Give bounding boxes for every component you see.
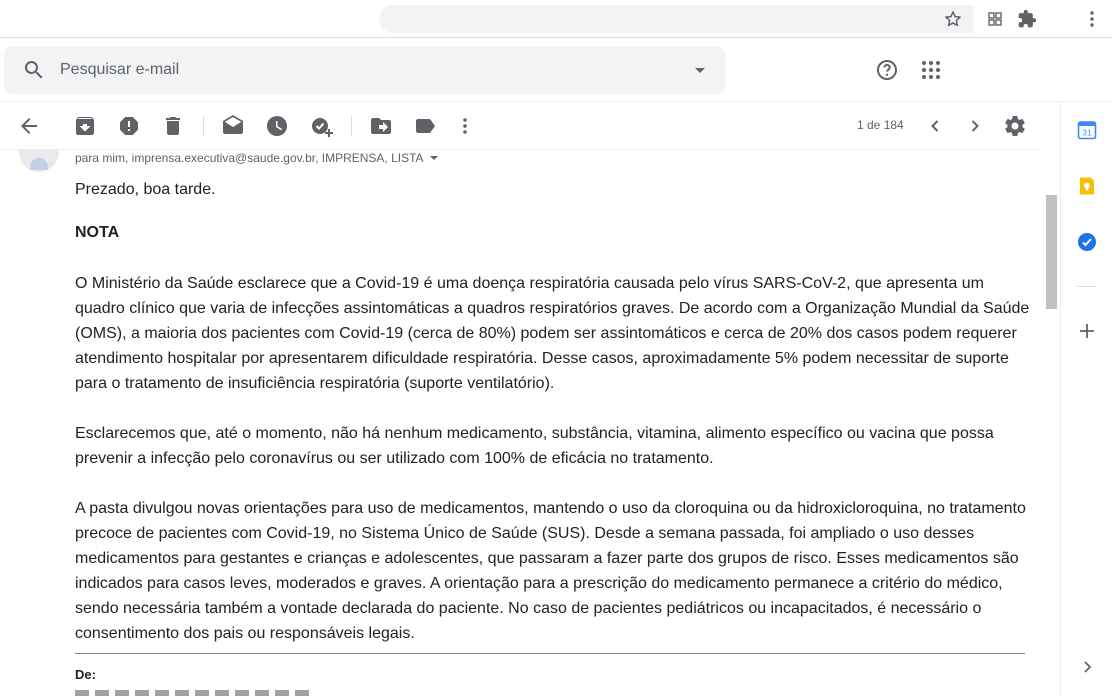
recipients-details-caret-icon[interactable]	[430, 156, 438, 160]
delete-icon[interactable]	[161, 114, 185, 138]
browser-toolbar	[0, 0, 1112, 38]
body-paragraph: O Ministério da Saúde esclarece que a Covid-19 é uma doença respiratória causada pelo vírus SARS-CoV-2, que apresenta um quadro clínico que varia de infecções assintomáticas a quadros respiratórios graves. De acordo com a Organização Mundial da Saúde (OMS), a maioria dos pacientes com Covid-19 (cerca de 80%) podem ser assintomáticos e cerca de 20% dos casos podem requerer atendimento hospitalar por apresentarem dificuldade respiratória. Desse casos, aproximadamente 5% podem necessitar de suporte para o tratamento de insuficiência respiratória (suporte ventilatório).	[75, 275, 1030, 392]
back-arrow-icon[interactable]	[17, 114, 41, 138]
help-icon[interactable]	[875, 58, 899, 82]
snooze-clock-icon[interactable]	[265, 114, 289, 138]
cut-off-text-line	[75, 690, 315, 696]
search-icon[interactable]	[22, 58, 46, 82]
message-scrollbar[interactable]	[1040, 150, 1060, 696]
scrollbar-thumb[interactable]	[1046, 195, 1057, 309]
body-paragraph: Esclarecemos que, até o momento, não há nenhum medicamento, substância, vitamina, alimento específico ou vacina que possa prevenir a infecção pelo coronavírus ou ser utilizado com 100% de eficácia no tratamento.	[75, 425, 994, 467]
star-outline-icon[interactable]	[943, 9, 963, 29]
more-options-icon[interactable]	[453, 114, 477, 138]
more-vert-icon[interactable]	[1082, 9, 1102, 29]
extension-puzzle-icon[interactable]	[1017, 9, 1037, 29]
search-input[interactable]	[60, 56, 660, 84]
newer-chevron-left-icon[interactable]	[923, 114, 947, 138]
toolbar-separator	[203, 116, 204, 136]
keep-icon[interactable]	[1077, 176, 1097, 196]
message-body	[75, 177, 1030, 642]
sender-avatar[interactable]	[19, 150, 59, 172]
recipients-text: para mim, imprensa.executiva@saude.gov.br, IMPRENSA, LISTA	[75, 151, 424, 165]
label-icon[interactable]	[413, 114, 437, 138]
pagination-label: 1 de 184	[857, 118, 904, 132]
greeting: Prezado, boa tarde.	[75, 181, 216, 198]
side-panel	[1060, 102, 1112, 696]
message-view	[0, 150, 1040, 696]
message-toolbar	[0, 102, 1040, 150]
move-to-icon[interactable]	[369, 114, 393, 138]
search-options-caret-icon[interactable]	[688, 58, 712, 82]
settings-gear-icon[interactable]	[1003, 114, 1027, 138]
gmail-header	[0, 38, 1112, 102]
note-heading: NOTA	[75, 224, 120, 241]
tasks-icon[interactable]	[1077, 232, 1097, 252]
report-spam-icon[interactable]	[117, 114, 141, 138]
apps-grid-icon[interactable]	[985, 9, 1005, 29]
body-paragraph: A pasta divulgou novas orientações para uso de medicamentos, mantendo o uso da cloroquina ou da hidroxicloroquina, no tratamento precoce de pacientes com Covid-19, no Sistema Único de Saúde (SUS). Desde a semana passada, foi ampliado o uso desses medicamentos para gestantes e crianças e adolescentes, que passaram a fazer parte dos grupos de risco. Esses medicamentos são indicados para casos leves, moderados e graves. A orientação para a prescrição do medicamento permanece a critério do médico, sendo necessária também a vontade declarada do paciente. No caso de pacientes pediátricos ou incapacitados, é necessário o consentimento dos pais ou responsáveis legais.	[75, 500, 1026, 642]
expand-chevron-icon[interactable]	[1077, 657, 1097, 677]
add-to-tasks-icon[interactable]	[309, 114, 333, 138]
recipients-line[interactable]	[75, 151, 438, 165]
older-chevron-right-icon[interactable]	[963, 114, 987, 138]
calendar-icon[interactable]	[1077, 120, 1097, 140]
forwarded-from-label: De:	[75, 667, 96, 682]
google-apps-icon[interactable]	[919, 58, 943, 82]
toolbar-separator	[351, 116, 352, 136]
search-bar[interactable]	[4, 46, 725, 94]
address-bar[interactable]	[379, 5, 973, 33]
add-icon[interactable]	[1077, 321, 1097, 341]
side-panel-separator	[1077, 286, 1097, 287]
archive-icon[interactable]	[73, 114, 97, 138]
quoted-divider	[75, 653, 1025, 654]
mark-unread-icon[interactable]	[221, 114, 245, 138]
calendar-day-number: 31	[1082, 128, 1092, 138]
